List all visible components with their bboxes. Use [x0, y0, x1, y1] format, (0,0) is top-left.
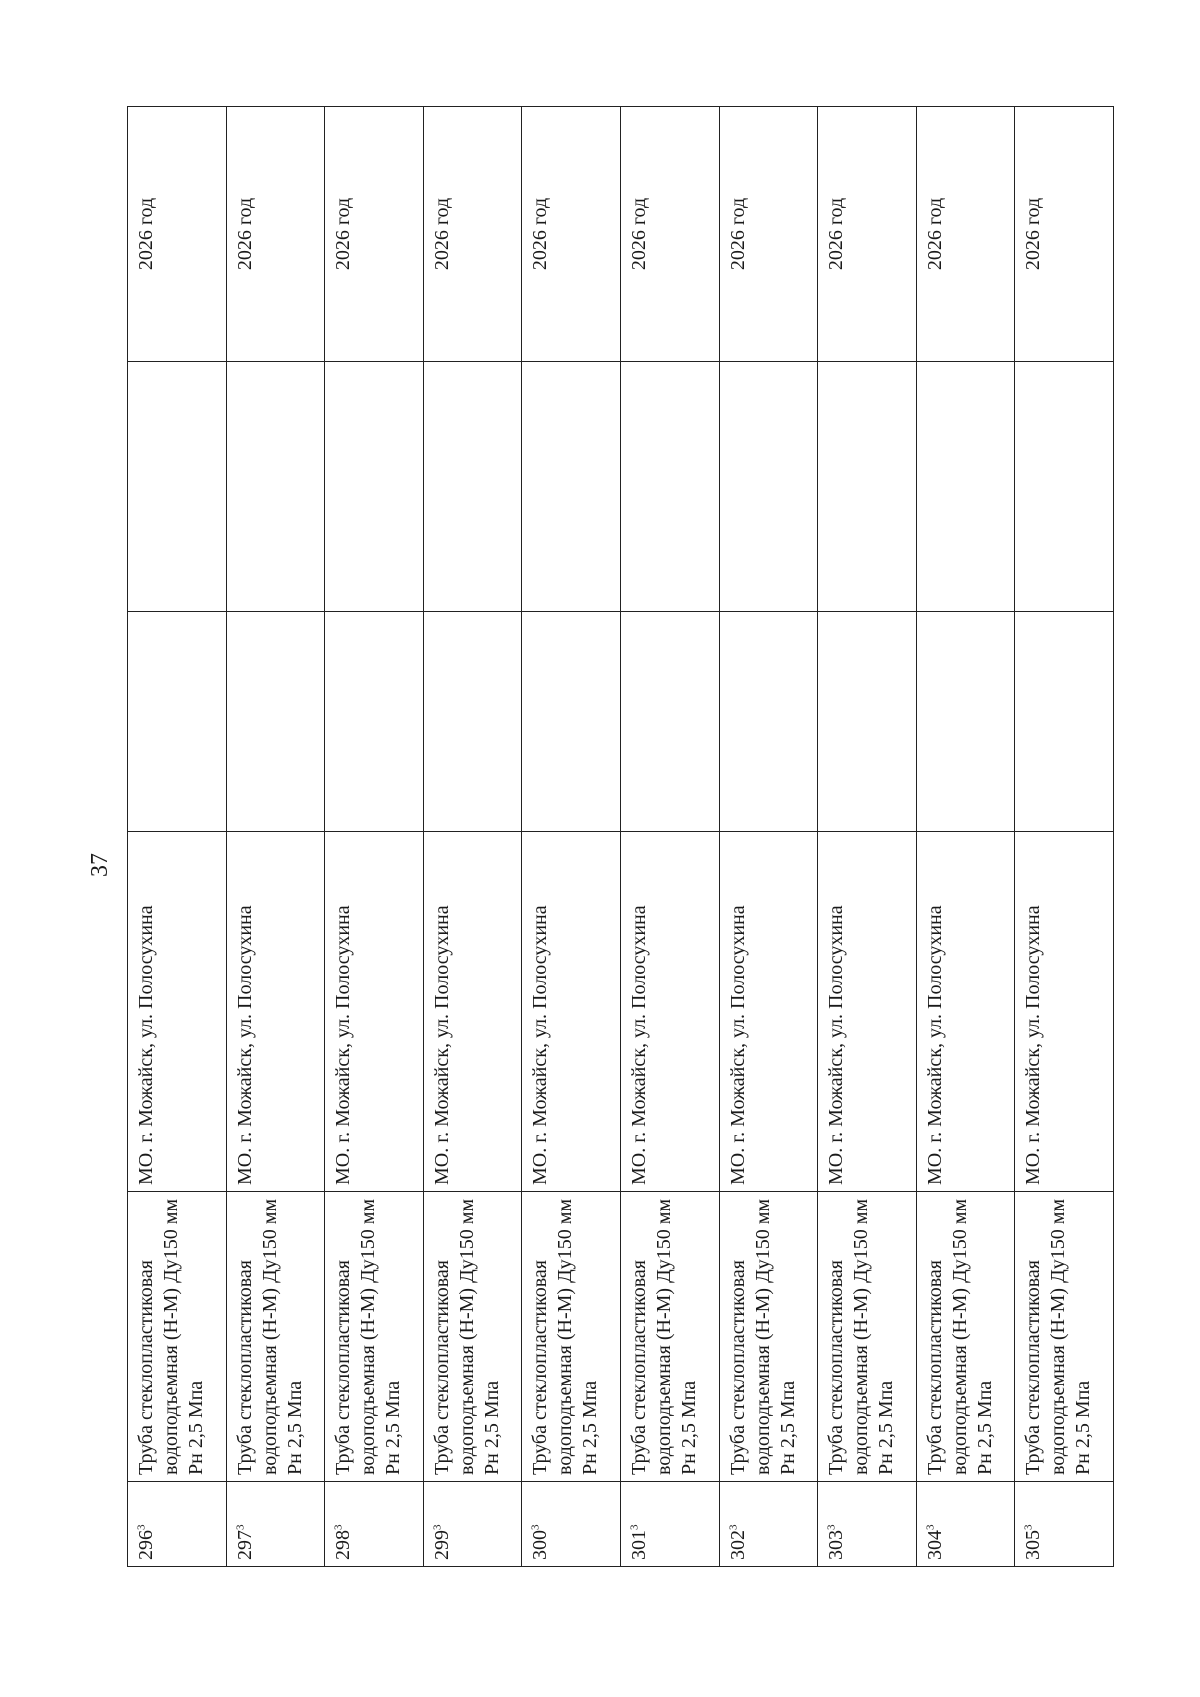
year-cell: 2026 год: [226, 107, 325, 362]
row-number: 298: [332, 1530, 355, 1560]
row-number: 296: [135, 1530, 157, 1560]
equipment-table: [127, 106, 1114, 1567]
year-cell: 2026 год: [325, 107, 424, 362]
empty-cell: [128, 362, 227, 612]
row-number-cell: [916, 1482, 1015, 1567]
address-cell: МО. г. Можайск, ул. Полосухина: [1015, 832, 1114, 1192]
rotated-table-container: [127, 107, 1114, 1567]
empty-cell: [620, 362, 719, 612]
address-cell: МО. г. Можайск, ул. Полосухина: [423, 832, 522, 1192]
empty-cell: [818, 362, 917, 612]
address-cell: МО. г. Можайск, ул. Полосухина: [325, 832, 424, 1192]
row-number-cell: [719, 1482, 818, 1567]
item-name-cell: Труба стеклопластиковая водоподъемная (Н-М) Ду150 мм Рн 2,5 Мпа: [325, 1192, 424, 1482]
row-number: 305: [1022, 1530, 1045, 1560]
empty-cell: [719, 362, 818, 612]
row-number-cell: [325, 1482, 424, 1567]
row-number: 303: [825, 1530, 848, 1560]
year-cell: 2026 год: [1015, 107, 1114, 362]
address-cell: МО. г. Можайск, ул. Полосухина: [818, 832, 917, 1192]
empty-cell: [226, 612, 325, 832]
item-name-cell: Труба стеклопластиковая водоподъемная (Н-М) Ду150 мм Рн 2,5 Мпа: [522, 1192, 621, 1482]
year-cell: 2026 год: [423, 107, 522, 362]
row-number-cell: [128, 1482, 227, 1567]
item-name-cell: Труба стеклопластиковая водоподъемная (Н-М) Ду150 мм Рн 2,5 Мпа: [1015, 1192, 1114, 1482]
row-number-superscript: 3: [825, 1524, 838, 1530]
empty-cell: [522, 612, 621, 832]
item-name-cell: Труба стеклопластиковая водоподъемная (Н-М) Ду150 мм Рн 2,5 Мпа: [423, 1192, 522, 1482]
year-cell: 2026 год: [818, 107, 917, 362]
empty-cell: [325, 362, 424, 612]
address-cell: МО. г. Можайск, ул. Полосухина: [719, 832, 818, 1192]
address-cell: МО. г. Можайск, ул. Полосухина: [620, 832, 719, 1192]
table-row: [226, 107, 325, 1567]
empty-cell: [522, 362, 621, 612]
year-cell: 2026 год: [128, 107, 227, 362]
table-row: [325, 107, 424, 1567]
table-row: [423, 107, 522, 1567]
row-number: 299: [430, 1530, 453, 1560]
item-name-cell: Труба стеклопластиковая водоподъемная (Н-М) Ду150 мм Рн 2,5 Мпа: [916, 1192, 1015, 1482]
page-number: 37: [87, 853, 113, 877]
item-name-cell: Труба стеклопластиковая водоподъемная (Н-М) Ду150 мм Рн 2,5 Мпа: [620, 1192, 719, 1482]
row-number-cell: [423, 1482, 522, 1567]
year-cell: 2026 год: [916, 107, 1015, 362]
row-number-cell: [818, 1482, 917, 1567]
row-number: 300: [529, 1530, 552, 1560]
year-cell: 2026 год: [522, 107, 621, 362]
row-number-superscript: 3: [726, 1524, 739, 1530]
row-number-cell: [620, 1482, 719, 1567]
table-row: [719, 107, 818, 1567]
year-cell: 2026 год: [719, 107, 818, 362]
row-number-superscript: 3: [332, 1524, 345, 1530]
table-row: [1015, 107, 1114, 1567]
item-name-cell: Труба стеклопластиковая водоподъемная (Н-М) Ду150 мм Рн 2,5 Мпа: [719, 1192, 818, 1482]
item-name-cell: Труба стеклопластиковая водоподъемная (Н-М) Ду150 мм Рн 2,5 Мпа: [226, 1192, 325, 1482]
row-number-superscript: 3: [431, 1524, 444, 1530]
row-number-superscript: 3: [628, 1524, 641, 1530]
row-number-superscript: 3: [1022, 1524, 1035, 1530]
row-number-cell: [522, 1482, 621, 1567]
empty-cell: [916, 362, 1015, 612]
table-row: [620, 107, 719, 1567]
empty-cell: [226, 362, 325, 612]
empty-cell: [620, 612, 719, 832]
row-number: 302: [726, 1530, 749, 1560]
row-number-superscript: 3: [135, 1524, 148, 1530]
row-number-superscript: 3: [924, 1524, 937, 1530]
row-number: 304: [923, 1530, 946, 1560]
empty-cell: [1015, 362, 1114, 612]
item-name-cell: Труба стеклопластиковая водоподъемная (Н-М) Ду150 мм Рн 2,5 Мпа: [818, 1192, 917, 1482]
empty-cell: [916, 612, 1015, 832]
year-cell: 2026 год: [620, 107, 719, 362]
address-cell: МО. г. Можайск, ул. Полосухина: [916, 832, 1015, 1192]
empty-cell: [423, 362, 522, 612]
table-row: [818, 107, 917, 1567]
empty-cell: [325, 612, 424, 832]
address-cell: МО. г. Можайск, ул. Полосухина: [226, 832, 325, 1192]
empty-cell: [423, 612, 522, 832]
row-number: 301: [627, 1530, 650, 1560]
row-number: 297: [233, 1530, 256, 1560]
empty-cell: [1015, 612, 1114, 832]
table-row: [916, 107, 1015, 1567]
row-number-cell: [226, 1482, 325, 1567]
empty-cell: [128, 612, 227, 832]
table-row: [128, 107, 227, 1567]
row-number-superscript: 3: [233, 1524, 246, 1530]
row-number-cell: [1015, 1482, 1114, 1567]
empty-cell: [719, 612, 818, 832]
address-cell: МО. г. Можайск, ул. Полосухина: [128, 832, 227, 1192]
address-cell: МО. г. Можайск, ул. Полосухина: [522, 832, 621, 1192]
row-number-superscript: 3: [529, 1524, 542, 1530]
empty-cell: [818, 612, 917, 832]
table-row: [522, 107, 621, 1567]
item-name-cell: Труба стеклопластиковая водоподъемная (Н-М) Ду150 мм Рн 2,5 Мпа: [128, 1192, 227, 1482]
